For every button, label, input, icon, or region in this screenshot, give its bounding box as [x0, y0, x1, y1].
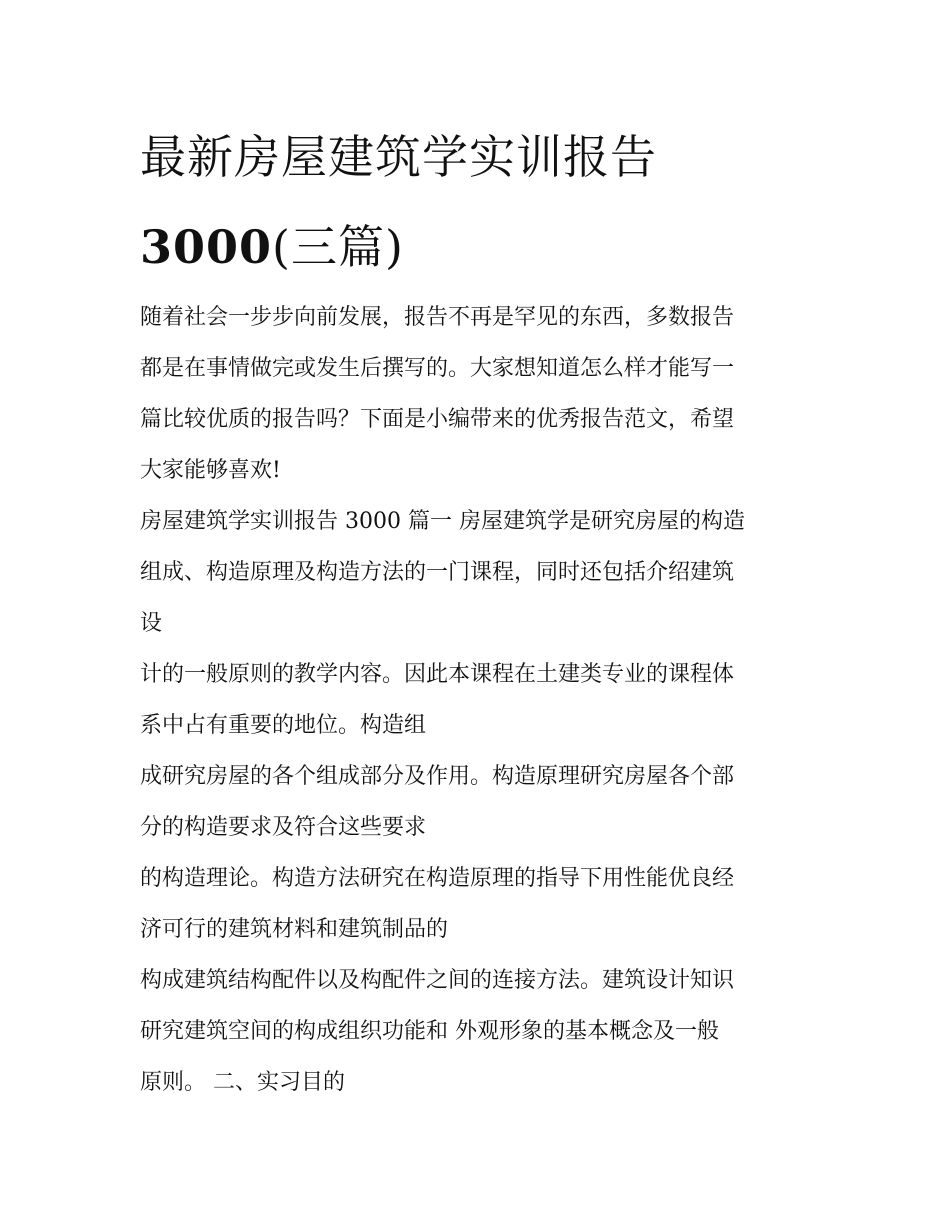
- body-line: 成研究房屋的各个组成部分及作用。构造原理研究房屋各个部: [140, 764, 735, 789]
- body-line: 计的一般原则的教学内容。因此本课程在土建类专业的课程体: [140, 662, 735, 687]
- document-body: [140, 292, 820, 1108]
- body-line: 设: [140, 611, 163, 636]
- title-suffix: (三篇): [272, 220, 404, 274]
- body-line: 济可行的建筑材料和建筑制品的: [140, 917, 449, 942]
- body-line: 随着社会一步步向前发展，报告不再是罕见的东西，多数报告: [140, 305, 735, 330]
- body-line: 大家能够喜欢!: [140, 458, 281, 483]
- title-line-2: [140, 202, 820, 292]
- body-line: 组成、构造原理及构造方法的一门课程，同时还包括介绍建筑: [140, 560, 735, 585]
- title-line-1: 最新房屋建筑学实训报告: [140, 130, 657, 184]
- body-line: 研究建筑空间的构成组织功能和 外观形象的基本概念及一般: [140, 1019, 719, 1044]
- document-title: [140, 112, 820, 292]
- body-line: 分的构造要求及符合这些要求: [140, 815, 427, 840]
- body-line: 篇比较优质的报告吗？下面是小编带来的优秀报告范文，希望: [140, 407, 735, 432]
- document-page: [140, 112, 820, 1108]
- body-line: 的构造理论。构造方法研究在构造原理的指导下用性能优良经: [140, 866, 735, 891]
- body-line: 构成建筑结构配件以及构配件之间的连接方法。建筑设计知识: [140, 968, 735, 993]
- body-line: 原则。 二、实习目的: [140, 1070, 345, 1095]
- title-number: 3000: [140, 220, 273, 274]
- body-line: 都是在事情做完或发生后撰写的。大家想知道怎么样才能写一: [140, 356, 735, 381]
- body-line: 系中占有重要的地位。构造组: [140, 713, 427, 738]
- body-line: 房屋建筑学实训报告 3000 篇一 房屋建筑学是研究房屋的构造: [140, 509, 745, 534]
